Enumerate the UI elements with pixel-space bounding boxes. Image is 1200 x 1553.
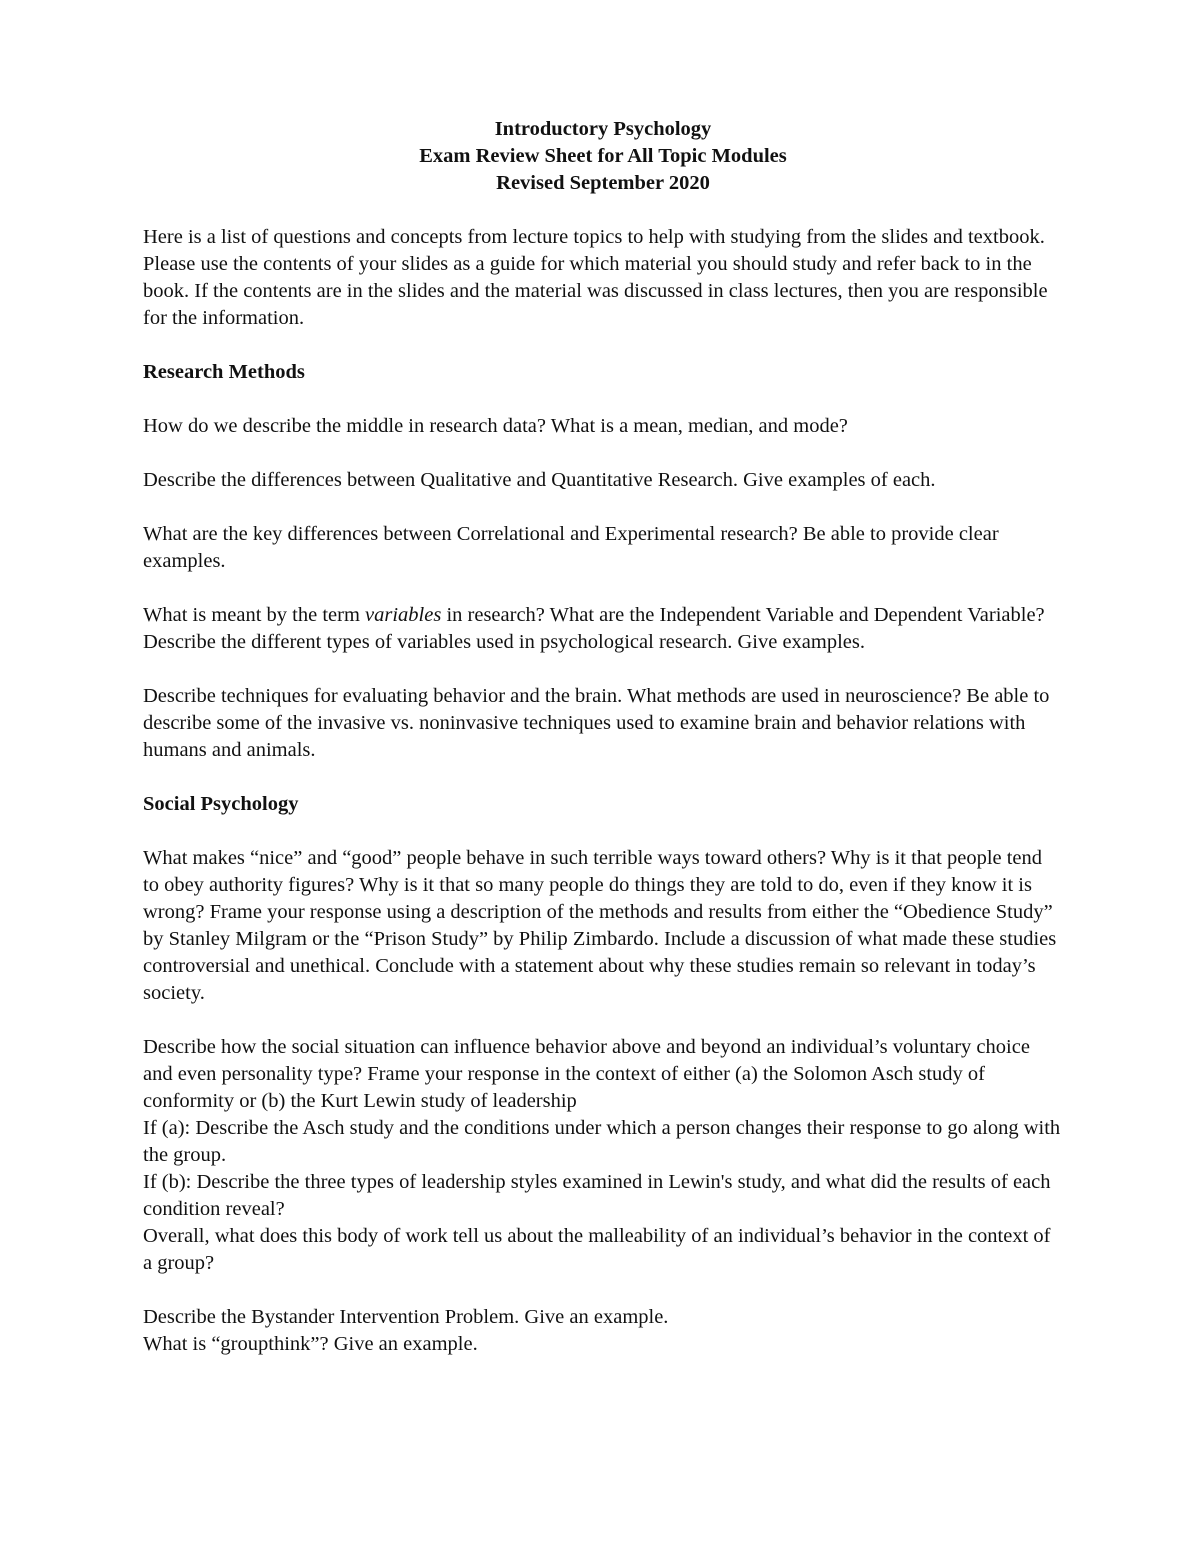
social-question-1: What makes “nice” and “good” people behave in such terrible ways toward others? Why is it that people tend to obey authority figures? Why is it that so many people do things they are told to do, even if they know it is wrong? Frame your response using a description of the methods and results from either the “Obedience Study” by Stanley Milgram or the “Prison Study” by Philip Zimbardo. Include a discussion of what made these studies controversial and unethical. Conclude with a statement about why these studies remain so relevant in today’s society.: [143, 847, 1057, 1004]
social-question-2-option-b: If (b): Describe the three types of leadership styles examined in Lewin's study, and what did the results of each condition reveal?: [143, 1171, 1051, 1220]
social-question-2-intro: Describe how the social situation can influence behavior above and beyond an individual’s voluntary choice and even personality type? Frame your response in the context of either (a) the Solomon Asch study of conformity or (b) the Kurt Lewin study of leadership: [143, 1036, 1030, 1112]
social-question-4: What is “groupthink”? Give an example.: [143, 1333, 478, 1355]
section-heading-social-psychology: Social Psychology: [143, 793, 299, 815]
research-question-4-term: variables: [365, 604, 442, 626]
research-question-1: How do we describe the middle in research data? What is a mean, median, and mode?: [143, 415, 848, 437]
social-question-2-overall: Overall, what does this body of work tell us about the malleability of an individual’s behavior in the context of a group?: [143, 1225, 1051, 1274]
social-questions-3-4: [143, 1304, 1063, 1358]
document-subtitle: Exam Review Sheet for All Topic Modules: [419, 145, 787, 167]
intro-paragraph: Here is a list of questions and concepts from lecture topics to help with studying from the slides and textbook. Please use the contents of your slides as a guide for which material you should study and refer back to in the book. If the contents are in the slides and the material was discussed in class lectures, then you are responsible for the information.: [143, 226, 1048, 329]
social-question-2-option-a: If (a): Describe the Asch study and the conditions under which a person changes their response to go along with the group.: [143, 1117, 1061, 1166]
research-question-4-after: in research? What are the Independent Variable and Dependent Variable? Describe the different types of variables used in psychological research. Give examples.: [143, 604, 1045, 653]
research-question-3: What are the key differences between Correlational and Experimental research? Be able to provide clear examples.: [143, 523, 999, 572]
research-question-2: Describe the differences between Qualitative and Quantitative Research. Give examples of each.: [143, 469, 936, 491]
section-heading-research-methods: Research Methods: [143, 361, 305, 383]
document-title: Introductory Psychology: [494, 118, 712, 140]
research-question-4-before: What is meant by the term: [143, 604, 366, 626]
research-question-4: [143, 602, 1063, 656]
social-question-2: [143, 1034, 1063, 1277]
social-question-3: Describe the Bystander Intervention Problem. Give an example.: [143, 1306, 669, 1328]
revision-date: Revised September 2020: [496, 172, 710, 194]
research-question-5: Describe techniques for evaluating behavior and the brain. What methods are used in neuroscience? Be able to describe some of the invasive vs. noninvasive techniques used to examine brain and behavior relations with humans and animals.: [143, 685, 1050, 761]
document-page: [143, 116, 1063, 1358]
title-block: [143, 116, 1063, 197]
